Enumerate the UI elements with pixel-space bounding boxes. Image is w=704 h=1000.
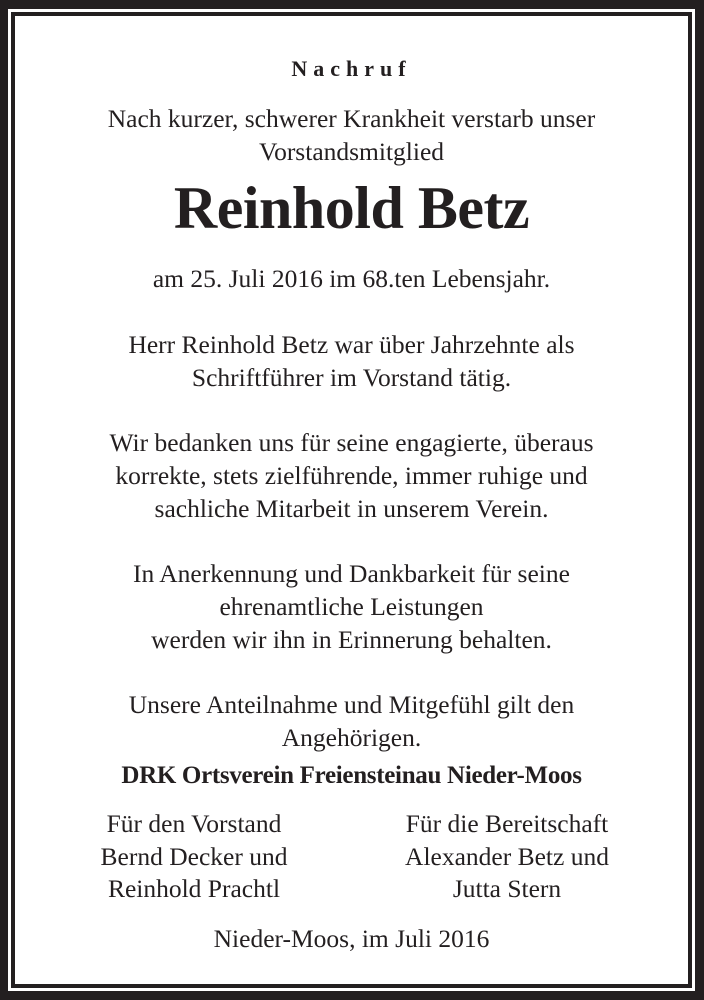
- death-info: am 25. Juli 2016 im 68.ten Lebensjahr.: [152, 264, 551, 293]
- intro-line-1: Nach kurzer, schwerer Krankheit verstarb unser: [107, 104, 596, 133]
- organization-name: DRK Ortsverein Freiensteinau Nieder-Moos: [121, 762, 582, 789]
- inner-frame: [11, 12, 692, 988]
- paragraph-3-line-2: ehrenamtliche Leistungen: [219, 592, 484, 621]
- signature-board-name-2: Reinhold Prachtl: [107, 874, 281, 903]
- notice-heading: Nachruf: [291, 56, 412, 81]
- signature-board-title: Für den Vorstand: [106, 809, 282, 838]
- paragraph-2-line-3: sachliche Mitarbeit in unserem Verein.: [154, 494, 549, 523]
- paragraph-1-line-2: Schriftführer im Vorstand tätig.: [191, 363, 512, 392]
- obituary-notice: [15, 16, 688, 984]
- signature-readiness-title: Für die Bereitschaft: [405, 809, 609, 838]
- signature-board: [59, 808, 329, 906]
- intro-line-2: Vorstandsmitglied: [258, 137, 445, 166]
- signature-board-name-1: Bernd Decker und: [100, 841, 288, 871]
- paragraph-3-line-1: In Anerkennung und Dankbarkeit für seine: [133, 559, 570, 588]
- paragraph-1-line-1: Herr Reinhold Betz war über Jahrzehnte als: [128, 330, 575, 359]
- paragraph-4-line-1: Unsere Anteilnahme und Mitgefühl gilt den: [128, 690, 575, 719]
- deceased-name: Reinhold Betz: [173, 175, 530, 241]
- signature-readiness-name-1: Alexander Betz und: [405, 841, 609, 871]
- paragraph-3-line-3: werden wir ihn in Erinnerung behalten.: [151, 625, 552, 654]
- paragraph-4-line-2: Angehörigen.: [281, 723, 422, 752]
- paragraph-2-line-2: korrekte, stets zielführende, immer ruhige und: [115, 461, 588, 490]
- place-date: Nieder-Moos, im Juli 2016: [213, 924, 490, 953]
- signature-readiness: [367, 808, 647, 906]
- outer-frame: [8, 9, 695, 991]
- paragraph-2-line-1: Wir bedanken uns für seine engagierte, überaus: [109, 428, 594, 457]
- signature-readiness-name-2: Jutta Stern: [452, 874, 562, 903]
